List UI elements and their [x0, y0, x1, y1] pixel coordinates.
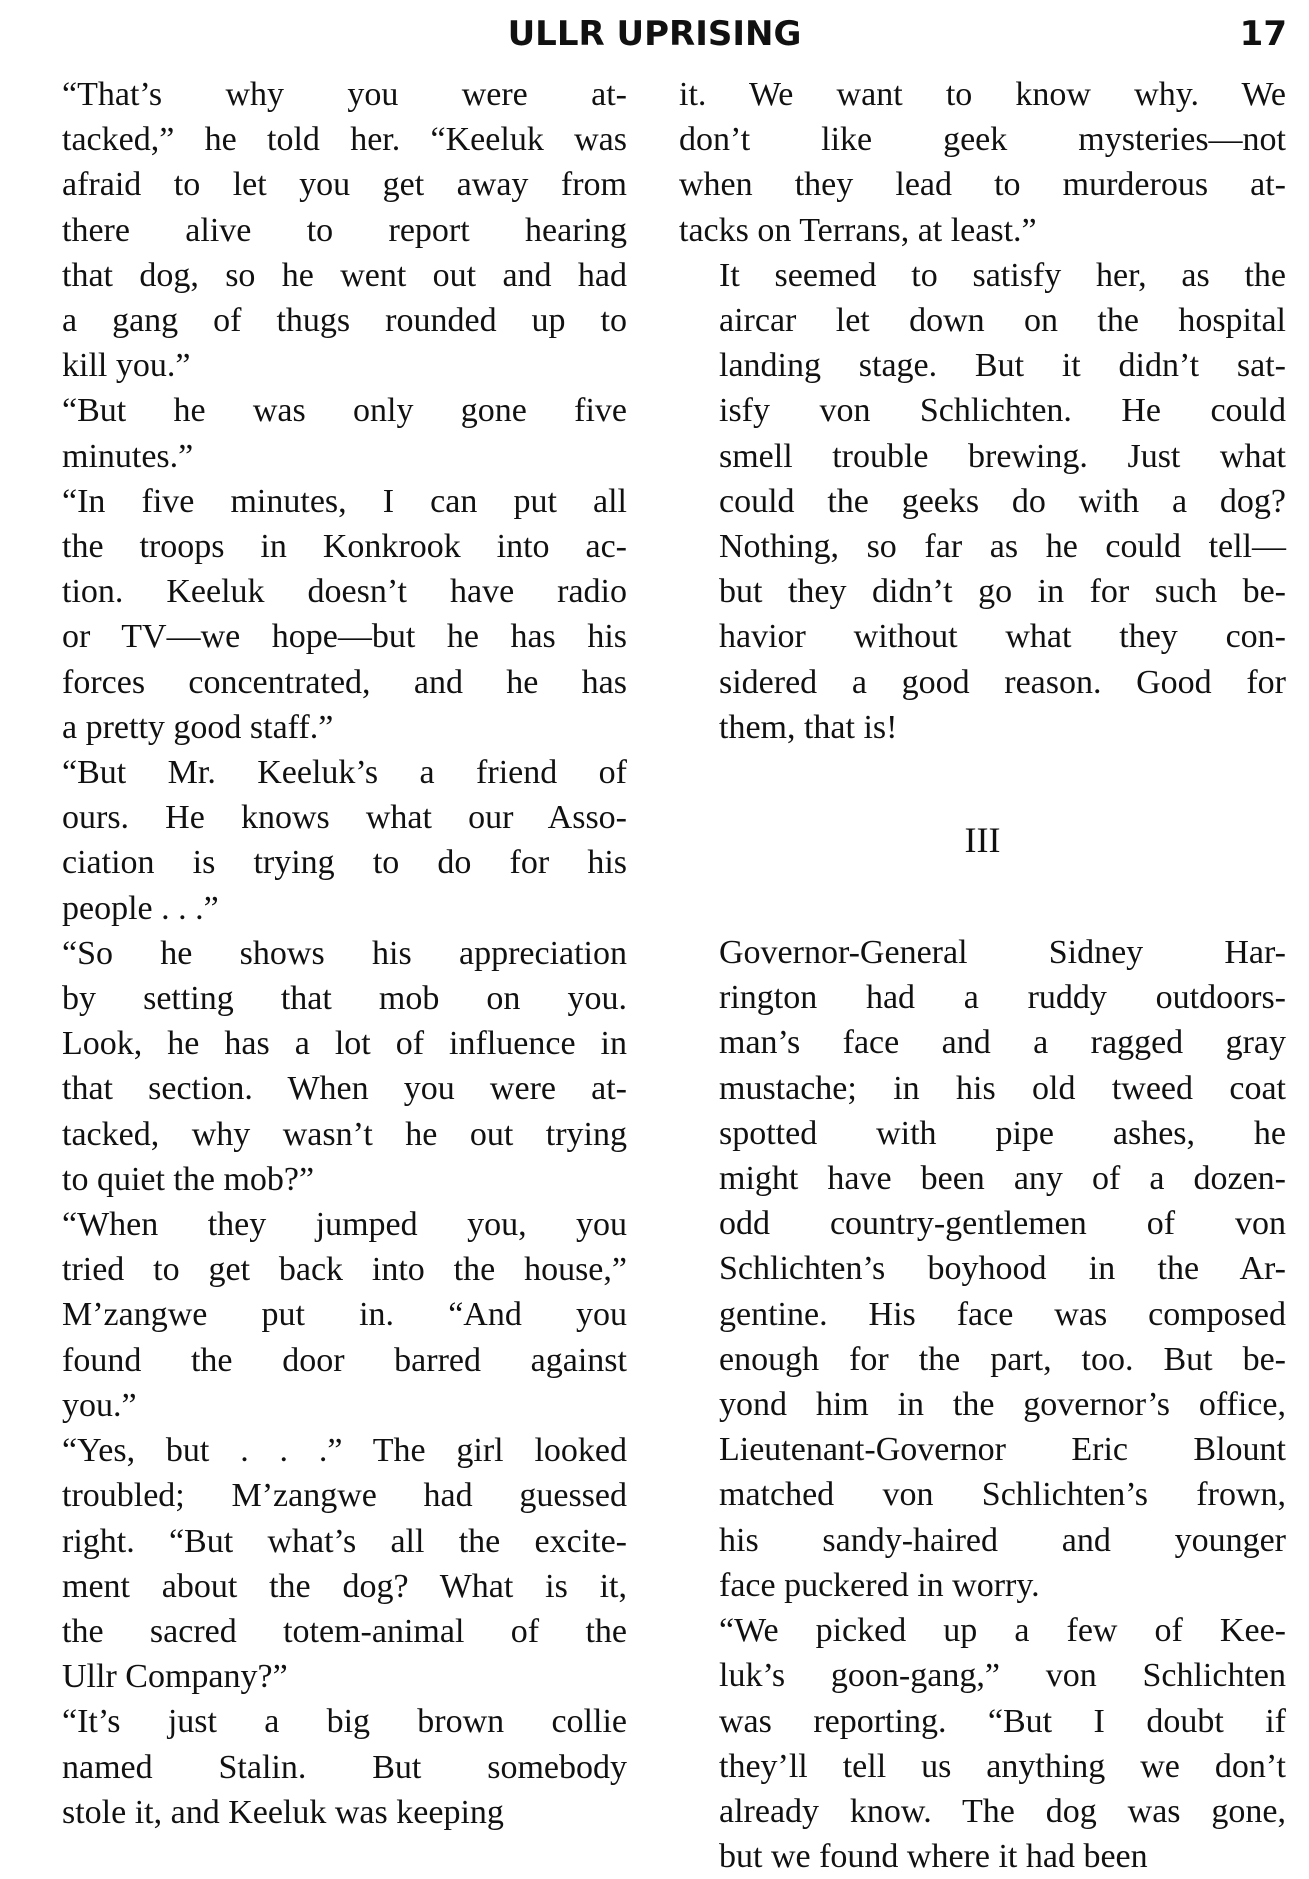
- text-line: the sacred totem-animal of the: [62, 1612, 627, 1650]
- text-line: don’t like geek mysteries—not: [679, 121, 1286, 159]
- text-line: “Yes, but . . .” The girl looked: [62, 1432, 627, 1470]
- text-line: “So he shows his appreciation: [62, 934, 627, 972]
- text-line: stole it, and Keeluk was keeping: [62, 1793, 504, 1831]
- text-line: they’ll tell us anything we don’t: [719, 1747, 1286, 1785]
- text-line: named Stalin. But somebody: [62, 1748, 627, 1786]
- text-line: was reporting. “But I doubt if: [719, 1702, 1286, 1740]
- text-line: rington had a ruddy outdoors-: [719, 979, 1286, 1017]
- text-line: Lieutenant-Governor Eric Blount: [719, 1431, 1286, 1469]
- text-line: Governor-General Sidney Har-: [719, 934, 1286, 972]
- text-line: Ullr Company?”: [62, 1658, 288, 1696]
- text-line: but we found where it had been: [719, 1838, 1148, 1876]
- text-line: “But he was only gone five: [62, 392, 627, 430]
- paragraph: [22, 388, 627, 478]
- left-column: [22, 72, 627, 1835]
- text-line: ours. He knows what our Asso-: [62, 799, 627, 837]
- text-line: mustache; in his old tweed coat: [719, 1069, 1286, 1107]
- text-line: landing stage. But it didn’t sat-: [719, 347, 1286, 385]
- text-line: people . . .”: [62, 889, 219, 927]
- text-line: there alive to report hearing: [62, 211, 627, 249]
- paragraph: [679, 1608, 1286, 1879]
- page-number: 17: [1239, 14, 1287, 54]
- text-line: “When they jumped you, you: [62, 1206, 627, 1244]
- text-line: tion. Keeluk doesn’t have radio: [62, 573, 627, 611]
- paragraph: [22, 1202, 627, 1428]
- text-line: M’zangwe put in. “And you: [62, 1296, 627, 1334]
- text-line: luk’s goon-gang,” von Schlichten: [719, 1657, 1286, 1695]
- text-line: but they didn’t go in for such be-: [719, 573, 1286, 611]
- text-line: the troops in Konkrook into ac-: [62, 528, 627, 566]
- text-line: aircar let down on the hospital: [719, 302, 1286, 340]
- text-line: gentine. His face was composed: [719, 1295, 1286, 1333]
- paragraph: [679, 930, 1286, 1608]
- text-line: you.”: [62, 1386, 137, 1424]
- text-line: havior without what they con-: [719, 618, 1286, 656]
- paragraph: [22, 479, 627, 750]
- text-line: by setting that mob on you.: [62, 980, 627, 1018]
- text-line: a gang of thugs rounded up to: [62, 302, 627, 340]
- text-line: matched von Schlichten’s frown,: [719, 1476, 1286, 1514]
- text-line: when they lead to murderous at-: [679, 166, 1286, 204]
- paragraph: [679, 72, 1286, 253]
- right-column: [679, 72, 1286, 1879]
- text-line: “It’s just a big brown collie: [62, 1703, 627, 1741]
- text-line: odd country-gentlemen of von: [719, 1205, 1286, 1243]
- text-line: troubled; M’zangwe had guessed: [62, 1477, 627, 1515]
- text-line: “That’s why you were at-: [62, 76, 627, 113]
- text-line: enough for the part, too. But be-: [719, 1340, 1286, 1378]
- paragraph: [22, 750, 627, 931]
- text-line: “But Mr. Keeluk’s a friend of: [62, 754, 627, 792]
- text-line: his sandy-haired and younger: [719, 1521, 1286, 1559]
- text-line: found the door barred against: [62, 1341, 627, 1379]
- right-column-bottom: [679, 930, 1286, 1879]
- text-line: could the geeks do with a dog?: [719, 482, 1286, 520]
- text-line: tacks on Terrans, at least.”: [679, 211, 1037, 249]
- text-line: sidered a good reason. Good for: [719, 663, 1286, 701]
- paragraph: [22, 931, 627, 1202]
- text-line: afraid to let you get away from: [62, 166, 627, 204]
- paragraph: [22, 1428, 627, 1699]
- text-line: “We picked up a few of Kee-: [719, 1612, 1286, 1650]
- text-line: isfy von Schlichten. He could: [719, 392, 1286, 430]
- text-line: man’s face and a ragged gray: [719, 1024, 1286, 1062]
- text-line: face puckered in worry.: [719, 1566, 1040, 1604]
- text-line: might have been any of a dozen-: [719, 1160, 1286, 1198]
- text-line: kill you.”: [62, 347, 191, 385]
- text-line: tried to get back into the house,”: [62, 1251, 627, 1289]
- page-header: [0, 14, 1309, 60]
- text-line: a pretty good staff.”: [62, 708, 334, 746]
- text-line: minutes.”: [62, 437, 194, 475]
- right-column-top: [679, 72, 1286, 750]
- text-line: or TV—we hope—but he has his: [62, 618, 627, 656]
- text-line: that dog, so he went out and had: [62, 256, 627, 294]
- text-line: yond him in the governor’s office,: [719, 1386, 1286, 1424]
- text-line: to quiet the mob?”: [62, 1160, 315, 1198]
- text-line: tacked, why wasn’t he out trying: [62, 1115, 627, 1153]
- text-line: ment about the dog? What is it,: [62, 1567, 627, 1605]
- text-line: them, that is!: [719, 708, 898, 746]
- paragraph: [22, 72, 627, 388]
- text-line: Schlichten’s boyhood in the Ar-: [719, 1250, 1286, 1288]
- section-heading: III: [964, 820, 1001, 861]
- text-line: ciation is trying to do for his: [62, 844, 627, 882]
- text-line: right. “But what’s all the excite-: [62, 1522, 627, 1560]
- running-title: ULLR UPRISING: [507, 14, 802, 54]
- text-line: It seemed to satisfy her, as the: [719, 256, 1286, 294]
- text-line: already know. The dog was gone,: [719, 1792, 1286, 1830]
- paragraph: [22, 1699, 627, 1835]
- text-line: “In five minutes, I can put all: [62, 482, 627, 520]
- text-line: Nothing, so far as he could tell—: [719, 528, 1286, 566]
- text-line: spotted with pipe ashes, he: [719, 1114, 1286, 1152]
- text-line: tacked,” he told her. “Keeluk was: [62, 121, 627, 159]
- text-line: it. We want to know why. We: [679, 76, 1286, 113]
- paragraph: [679, 253, 1286, 750]
- text-line: that section. When you were at-: [62, 1070, 627, 1108]
- text-line: smell trouble brewing. Just what: [719, 437, 1286, 475]
- text-line: Look, he has a lot of influence in: [62, 1025, 627, 1063]
- text-line: forces concentrated, and he has: [62, 663, 627, 701]
